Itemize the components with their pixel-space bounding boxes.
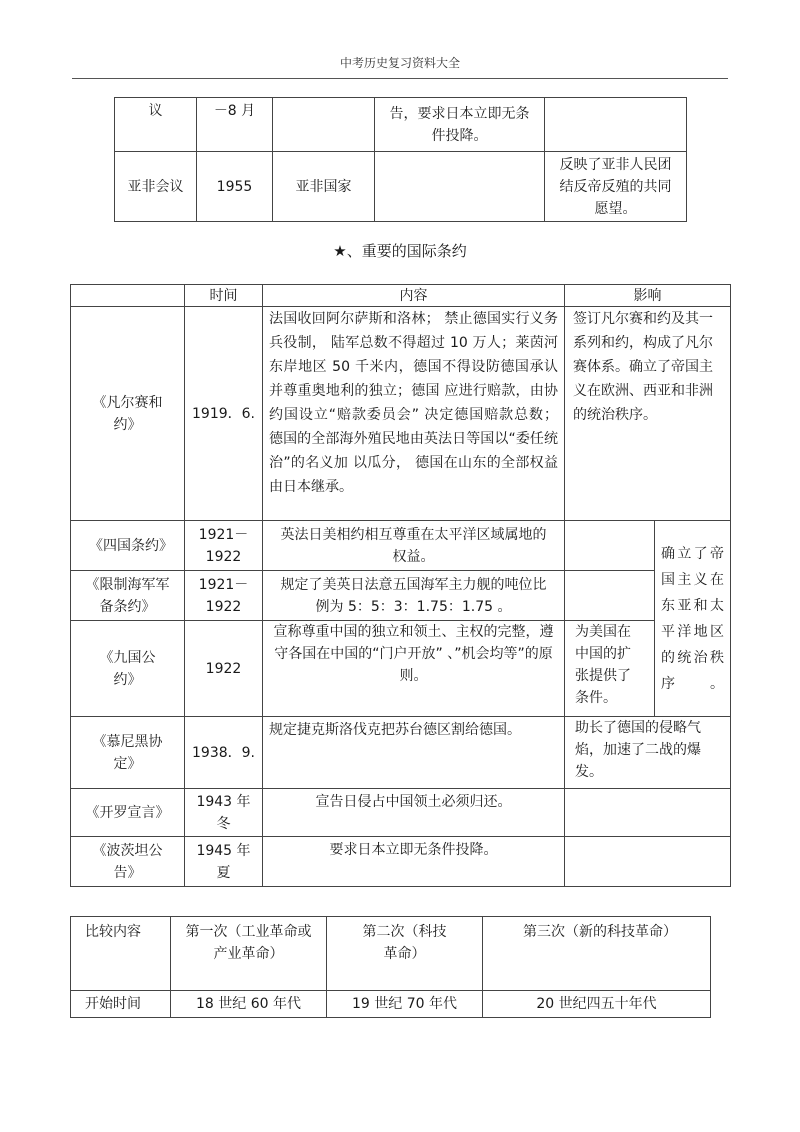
- treaty-time-cell: 1921－1922: [185, 571, 263, 621]
- treaty-time-cell: 1921－1922: [185, 521, 263, 571]
- treaty-time-cell: 1943 年冬: [185, 789, 263, 837]
- meeting-participants-cell: [273, 98, 375, 152]
- header-time-cell: 时间: [185, 285, 263, 307]
- table-row: [71, 571, 731, 621]
- treaty-content-cell: 规定捷克斯洛伐克把苏台德区割给德国。: [263, 717, 565, 789]
- third-revolution-header: 第三次（新的科技革命）: [483, 917, 711, 991]
- meeting-impact-cell: 反映了亚非人民团结反帝反殖的共同愿望。: [545, 152, 687, 222]
- header-impact-cell: 影响: [565, 285, 731, 307]
- table-row: [115, 98, 687, 152]
- treaty-time-cell: 1945 年夏: [185, 837, 263, 887]
- treaty-impact-cell: [565, 571, 655, 621]
- treaties-table: [70, 284, 731, 887]
- table-row: [71, 621, 731, 717]
- treaty-content-cell: 英法日美相约相互尊重在太平洋区域属地的权益。: [263, 521, 565, 571]
- treaty-name-cell: 《限制海军军备条约》: [71, 571, 185, 621]
- meeting-content-cell: [375, 152, 545, 222]
- table-row: [115, 152, 687, 222]
- second-revolution-header: 第二次（科技革命）: [327, 917, 483, 991]
- revolutions-table: [70, 916, 711, 1018]
- meeting-name-cell: 亚非会议: [115, 152, 197, 222]
- table-row: [71, 837, 731, 887]
- treaty-time-cell: 1922: [185, 621, 263, 717]
- treaty-content-cell: 宣称尊重中国的独立和领土、主权的完整，遵守各国在中国的“门户开放” 、”机会均等”的原则。: [263, 621, 565, 717]
- table-row: [71, 307, 731, 521]
- meeting-participants-cell: 亚非国家: [273, 152, 375, 222]
- treaty-name-cell: 《波茨坦公告》: [71, 837, 185, 887]
- header-divider: [72, 78, 728, 79]
- treaty-name-cell: 《开罗宣言》: [71, 789, 185, 837]
- treaty-impact-cell: 为美国在中国的扩张提供了条件。: [565, 621, 655, 717]
- table-row: [71, 991, 711, 1018]
- treaty-name-cell: 《凡尔赛和约》: [71, 307, 185, 521]
- header-name-cell: [71, 285, 185, 307]
- treaty-impact-cell: [565, 521, 655, 571]
- treaty-impact-cell: [565, 789, 731, 837]
- meeting-time-cell: 1955: [197, 152, 273, 222]
- meeting-time-cell: －8 月: [197, 98, 273, 152]
- treaty-time-cell: 1938．9.: [185, 717, 263, 789]
- header-content-cell: 内容: [263, 285, 565, 307]
- first-start-time: 18 世纪 60 年代: [171, 991, 327, 1018]
- treaty-impact-cell: [565, 837, 731, 887]
- treaty-time-cell: 1919．6.: [185, 307, 263, 521]
- compare-header-cell: 比较内容: [71, 917, 171, 991]
- section-title: ★、重要的国际条约: [333, 242, 467, 260]
- table-row: [71, 917, 711, 991]
- meeting-content-cell: 告，要求日本立即无条件投降。: [375, 98, 545, 152]
- table-row: [71, 285, 731, 307]
- treaty-name-cell: 《四国条约》: [71, 521, 185, 571]
- start-time-label: 开始时间: [71, 991, 171, 1018]
- table-row: [71, 717, 731, 789]
- first-revolution-header: 第一次（工业革命或产业革命）: [171, 917, 327, 991]
- table-row: [71, 521, 731, 571]
- meeting-impact-cell: [545, 98, 687, 152]
- meetings-table: [114, 97, 687, 222]
- treaty-impact-cell: 助长了德国的侵略气焰，加速了二战的爆发。: [565, 717, 731, 789]
- treaty-content-cell: 宣告日侵占中国领土必须归还。: [263, 789, 565, 837]
- treaty-name-cell: 《九国公约》: [71, 621, 185, 717]
- treaty-content-cell: 法国收回阿尔萨斯和洛林； 禁止德国实行义务兵役制， 陆军总数不得超过 10 万人；莱茵河东岸地区 50 千米内，德国不得设防德国承认并尊重奥地利的独立；德国 应进行赔款，由协约国设立“赔款委员会” 决定德国赔款总数； 德国的全部海外殖民地由英法日等国以“委任统治”的名义加 以瓜分， 德国在山东的全部权益由日本继承。: [263, 307, 565, 521]
- treaty-name-cell: 《慕尼黑协定》: [71, 717, 185, 789]
- second-start-time: 19 世纪 70 年代: [327, 991, 483, 1018]
- treaty-impact-cell: 签订凡尔赛和约及其一系列和约，构成了凡尔赛体系。确立了帝国主义在欧洲、西亚和非洲的统治秩序。: [565, 307, 731, 521]
- treaty-content-cell: 规定了美英日法意五国海军主力舰的吨位比例为 5：5：3：1.75：1.75 。: [263, 571, 565, 621]
- treaty-content-cell: 要求日本立即无条件投降。: [263, 837, 565, 887]
- third-start-time: 20 世纪四五十年代: [483, 991, 711, 1018]
- page-header-title: 中考历史复习资料大全: [339, 56, 460, 70]
- table-row: [71, 789, 731, 837]
- meeting-name-cell: 议: [115, 98, 197, 152]
- washington-system-impact-cell: 确立了帝国主义在东亚和太平洋地区的统治秩序。: [655, 521, 731, 717]
